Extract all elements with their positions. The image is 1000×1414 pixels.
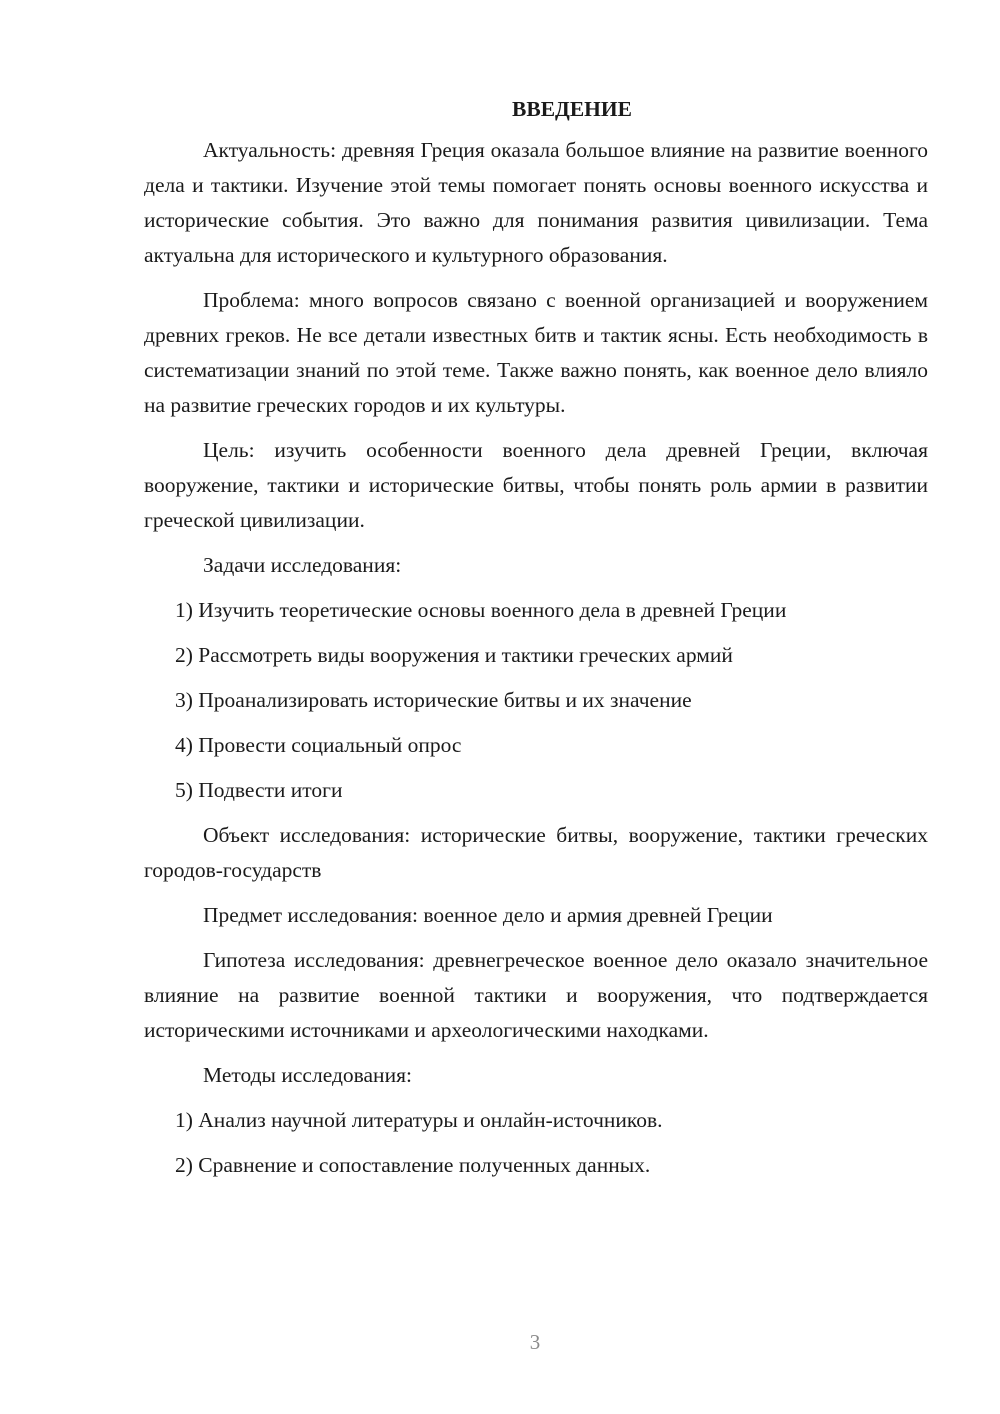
object-paragraph: Объект исследования: исторические битвы, вооружение, тактики греческих городов-государств — [144, 823, 928, 882]
document-page — [144, 92, 928, 1193]
methods-heading: Методы исследования: — [203, 1063, 412, 1087]
subject-paragraph: Предмет исследования: военное дело и армия древней Греции — [203, 903, 773, 927]
methods-list — [144, 1103, 928, 1183]
method-item: 2) Сравнение и сопоставление полученных данных. — [175, 1153, 651, 1177]
hypothesis-paragraph: Гипотеза исследования: древнегреческое военное дело оказало значительное влияние на развитие военной тактики и вооружения, что подтверждается историческими источниками и археологическими находками. — [144, 948, 928, 1042]
task-item: 1) Изучить теоретические основы военного дела в древней Греции — [175, 598, 787, 622]
page-number: 3 — [529, 1330, 541, 1354]
task-item: 3) Проанализировать исторические битвы и их значение — [175, 688, 692, 712]
problem-paragraph: Проблема: много вопросов связано с военной организацией и вооружением древних греков. Не все детали известных битв и тактик ясны. Есть необходимость в систематизации знаний по этой теме. Также важно понять, как военное дело влияло на развитие греческих городов и их культуры. — [144, 288, 928, 417]
tasks-list — [144, 593, 928, 808]
method-item: 1) Анализ научной литературы и онлайн-источников. — [175, 1108, 663, 1132]
task-item: 5) Подвести итоги — [175, 778, 343, 802]
relevance-paragraph: Актуальность: древняя Греция оказала большое влияние на развитие военного дела и тактики. Изучение этой темы помогает понять основы военного искусства и исторические события. Это важно для понимания развития цивилизации. Тема актуальна для исторического и культурного образования. — [144, 138, 928, 267]
task-item: 2) Рассмотреть виды вооружения и тактики греческих армий — [175, 643, 733, 667]
goal-paragraph: Цель: изучить особенности военного дела древней Греции, включая вооружение, тактики и исторические битвы, чтобы понять роль армии в развитии греческой цивилизации. — [144, 438, 928, 532]
task-item: 4) Провести социальный опрос — [175, 733, 462, 757]
tasks-heading: Задачи исследования: — [203, 553, 402, 577]
section-title: ВВЕДЕНИЕ — [512, 97, 632, 121]
